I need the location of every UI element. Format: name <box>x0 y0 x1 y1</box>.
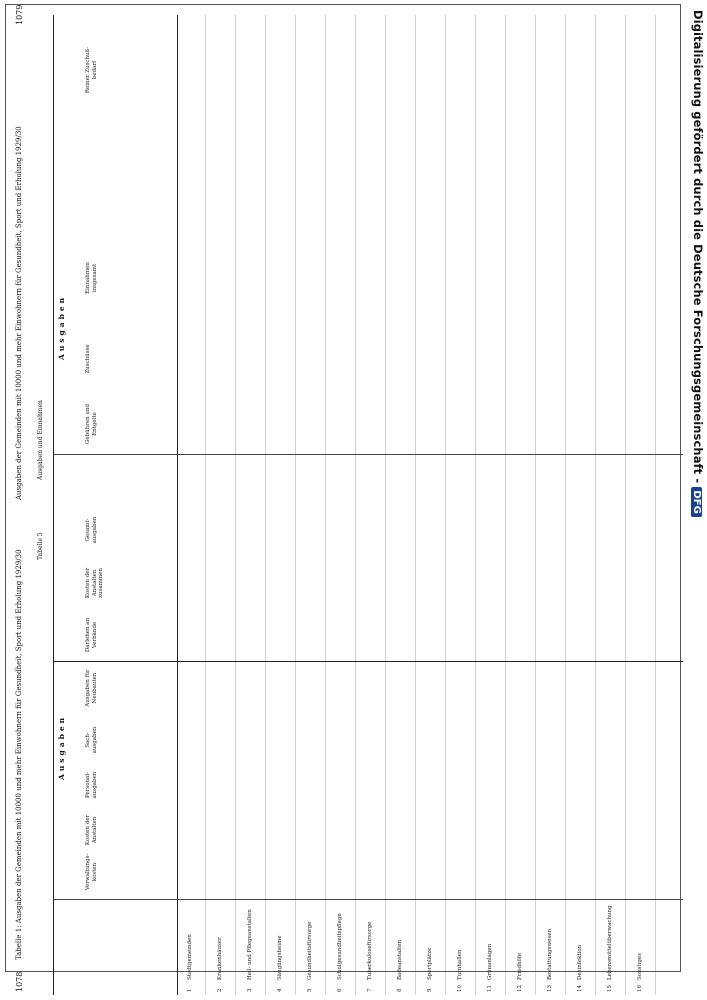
row-rule <box>325 15 326 995</box>
row-number: 8 <box>397 988 403 992</box>
row-rule <box>415 15 416 995</box>
left-table-label: Tabelle 5 <box>37 532 44 560</box>
row-label: Schulgesundheitspflege <box>337 913 343 980</box>
table-head-rule <box>177 15 178 995</box>
row-number: 7 <box>367 988 373 992</box>
group-title-left: Ausgaben <box>57 714 66 780</box>
row-number: 4 <box>277 988 283 992</box>
page-header <box>15 0 35 1000</box>
row-label: Stadtgemeinden <box>187 934 193 980</box>
row-rule <box>355 15 356 995</box>
col-head-10: Zuschüsse <box>85 344 91 374</box>
row-number: 16 <box>637 985 643 992</box>
col-head-3: Personal-ausgaben <box>85 771 98 799</box>
row-number: 15 <box>607 985 613 992</box>
row-label: Sonstiges <box>637 952 643 980</box>
row-number: 5 <box>307 988 313 992</box>
col-head-5: Ausgaben für Neubauten <box>85 669 98 707</box>
col-head-4: Sach-ausgaben <box>85 726 98 754</box>
row-label: Bestattungswesen <box>547 928 553 980</box>
row-rule <box>295 15 296 995</box>
left-page-title: Tabelle 1: Ausgaben der Gemeinden mit 10000 und mehr Einwohnern für Gesundheit, Sport und Erholung 1929/30 <box>15 549 23 960</box>
row-label: Grünanlagen <box>487 943 493 980</box>
right-page-number: 1079 <box>15 4 24 25</box>
row-number: 12 <box>517 985 523 992</box>
row-label: Badeanstalten <box>397 940 403 980</box>
right-divider <box>53 454 695 455</box>
row-rule <box>445 15 446 995</box>
rotated-table-content <box>5 0 707 1000</box>
row-label: Krankenhäuser <box>217 937 223 980</box>
watermark-text: Digitalisierung gefördert durch die Deutsche Forschungsgemeinschaft - <box>691 10 705 484</box>
row-rule <box>655 15 656 995</box>
left-page-number: 1078 <box>15 971 24 992</box>
label-divider <box>53 899 695 900</box>
col-head-7: Kosten der Anstalten zusammen <box>85 567 104 599</box>
row-number: 1 <box>187 988 193 992</box>
row-label: Lebensmittelüberwachung <box>607 905 613 980</box>
col-head-1: Verwaltungs-kosten <box>85 853 98 891</box>
row-number: 9 <box>427 988 433 992</box>
row-rule <box>205 15 206 995</box>
row-rule <box>595 15 596 995</box>
col-head-2: Kosten der Anstalten <box>85 814 98 846</box>
row-number: 14 <box>577 985 583 992</box>
row-number: 11 <box>487 985 493 992</box>
dfg-watermark <box>693 10 705 975</box>
col-head-12: Reiner Zuschuß-bedarf <box>85 46 98 94</box>
right-page-title: Ausgaben der Gemeinden mit 10000 und mehr Einwohnern für Gesundheit, Sport und Erholung 1929/30 <box>15 126 23 500</box>
row-label: Säuglingsheime <box>277 935 283 980</box>
row-number: 2 <box>217 988 223 992</box>
row-rule <box>625 15 626 995</box>
col-head-8: Gesamt-ausgaben <box>85 516 98 544</box>
row-rule <box>535 15 536 995</box>
group-title-right: Ausgaben <box>57 294 66 360</box>
row-rule <box>265 15 266 995</box>
row-rule <box>505 15 506 995</box>
row-label: Sportplätze <box>427 947 433 980</box>
col-head-11: Einnahmen insgesamt <box>85 262 98 294</box>
row-label: Friedhöfe <box>517 952 523 980</box>
right-sub-header: Ausgaben und Einnahmen <box>37 400 44 480</box>
row-rule <box>475 15 476 995</box>
row-label: Turnhallen <box>457 949 463 980</box>
row-number: 13 <box>547 985 553 992</box>
col-head-6: Darlehen an Verbände <box>85 617 98 653</box>
row-rule <box>235 15 236 995</box>
row-number: 3 <box>247 988 253 992</box>
table-top-rule <box>53 15 54 995</box>
row-label: Tuberkulosefürsorge <box>367 921 373 980</box>
row-number: 10 <box>457 985 463 992</box>
dfg-logo: DFG <box>691 487 702 517</box>
row-label: Desinfektion <box>577 944 583 980</box>
row-label: Gesundheitsfürsorge <box>307 921 313 980</box>
col-head-9: Gebühren und Entgelte <box>85 403 98 445</box>
row-label: Heil- und Pflegeanstalten <box>247 909 253 980</box>
row-rule <box>385 15 386 995</box>
row-number: 6 <box>337 988 343 992</box>
center-divider <box>53 661 695 662</box>
row-rule <box>565 15 566 995</box>
